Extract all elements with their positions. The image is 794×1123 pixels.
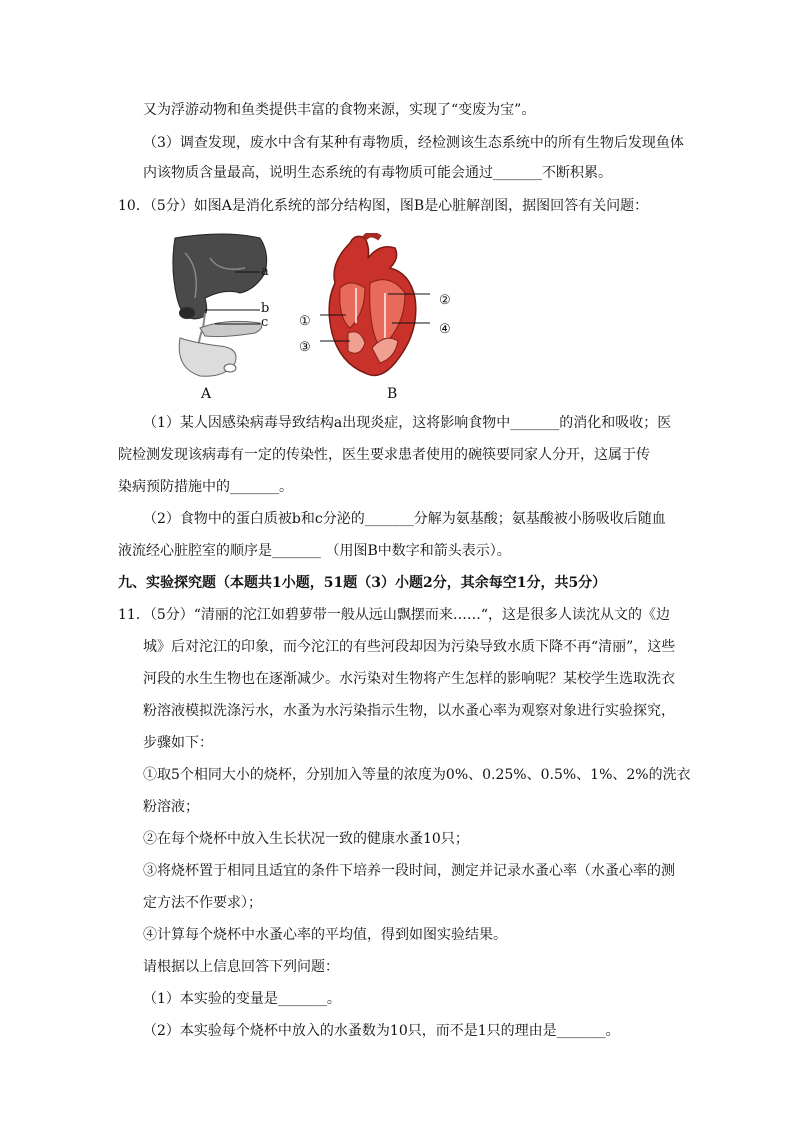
- figure-b-label-1: ①: [299, 314, 311, 329]
- figure-a-caption: A: [201, 386, 212, 402]
- figure-a-label-b: b: [261, 301, 270, 316]
- text-line-14: 粉溶液模拟洗涤污水，水蚤为水污染指示生物，以水蚤心率为观察对象进行实验探究，: [143, 703, 675, 719]
- question-10-stem: 10．（5分）如图A是消化系统的部分结构图，图B是心脏解剖图，据图回答有关问题：: [118, 198, 649, 214]
- figure-b-label-4: ④: [439, 322, 451, 337]
- text-line-5: （1）某人因感染病毒导致结构a出现炎症，这将影响食物中_______的消化和吸收；医: [143, 415, 672, 431]
- figure-b-caption: B: [387, 386, 398, 402]
- text-line-2: （3）调查发现，废水中含有某种有毒物质，经检测该生态系统中的所有生物后发现鱼体: [143, 135, 684, 151]
- figure-b-label-2: ②: [439, 293, 451, 308]
- instruction: 请根据以上信息回答下列问题：: [143, 959, 339, 975]
- text-line-1: 又为浮游动物和鱼类提供丰富的食物来源，实现了“变废为宝”。: [143, 102, 536, 118]
- step-1: ①取5个相同大小的烧杯，分别加入等量的浓度为0%、0.25%、0.5%、1%、2%的洗衣: [143, 767, 691, 783]
- text-line-3: 内该物质含量最高，说明生态系统的有毒物质可能会通过_______不断积累。: [143, 165, 612, 181]
- text-line-13: 河段的水生生物也在逐渐减少。水污染对生物将产生怎样的影响呢？某校学生选取洗衣: [143, 671, 675, 687]
- text-line-15: 步骤如下：: [143, 735, 213, 751]
- figure-b-label-3: ③: [299, 340, 311, 355]
- text-line-8: （2）食物中的蛋白质被b和c分泌的_______分解为氨基酸；氨基酸被小肠吸收后随血: [143, 511, 666, 527]
- text-line-6: 院检测发现该病毒有一定的传染性，医生要求患者使用的碗筷要同家人分开，这属于传: [118, 447, 650, 463]
- figure-a-label-c: c: [261, 315, 269, 330]
- section-heading: 九、实验探究题（本题共1小题，51题（3）小题2分，其余每空1分，共5分）: [118, 575, 607, 591]
- step-3: ③将烧杯置于相同且适宜的条件下培养一段时间，测定并记录水蚤心率（水蚤心率的测: [143, 863, 675, 879]
- figure-b-heart-diagram: [310, 233, 440, 383]
- sub-question-2: （2）本实验每个烧杯中放入的水蚤数为10只，而不是1只的理由是_______。: [143, 1023, 620, 1039]
- step-3-cont: 定方法不作要求）；: [143, 895, 262, 911]
- step-1-cont: 粉溶液；: [143, 799, 199, 815]
- sub-question-1: （1）本实验的变量是_______。: [143, 991, 341, 1007]
- text-line-12: 城》后对沱江的印象，而今沱江的有些河段却因为污染导致水质下降不再“清丽”，这些: [143, 639, 676, 655]
- figure-group: [165, 228, 465, 403]
- question-11-stem: 11．（5分）“清丽的沱江如碧萝带一般从远山飘摆而来……“，这是很多人读沈从文的《边: [118, 607, 671, 623]
- step-2: ②在每个烧杯中放入生长状况一致的健康水蚤10只；: [143, 831, 469, 847]
- step-4: ④计算每个烧杯中水蚤心率的平均值，得到如图实验结果。: [143, 927, 507, 943]
- figure-a-label-a: a: [261, 264, 269, 279]
- text-line-9: 液流经心脏腔室的顺序是_______ （用图B中数字和箭头表示）。: [118, 543, 511, 559]
- text-line-7: 染病预防措施中的_______。: [118, 479, 293, 495]
